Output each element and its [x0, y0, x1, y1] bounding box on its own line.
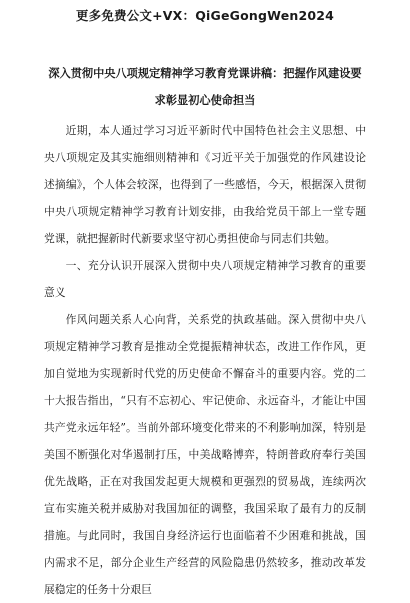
intro-paragraph: 近期，本人通过学习习近平新时代中国特色社会主义思想、中央八项规定及其实施细则精神和《习近平关于加强党的作风建设论述摘编》，个人体会较深，也得到了一些感悟，今天，根据深入贯彻中央八项规定精神学习教育计划安排，由我给党员干部上一堂专题党课，就把握新时代新要求坚守初心勇担使命与同志们共勉。 — [44, 124, 366, 245]
watermark-header: 更多免费公文+VX：QiGeGongWen2024 — [75, 8, 335, 23]
body-paragraph: 作风问题关系人心向背，关系党的执政基础。深入贯彻中央八项规定精神学习教育是推动全党提振精神状态，改进工作作风，更加自觉地为实现新时代党的历史使命不懈奋斗的重要内容。党的二十大报告指出，“只有不忘初心、牢记使命、永远奋斗，才能让中国共产党永远年轻”。当前外部环境变化带来的不利影响加深，特别是美国不断强化对华遏制打压，中美战略博弈，特朗普政府奉行美国优先战略，正在对我国发起更大规模和更强烈的贸易战，连续两次宣布实施关税并威胁对我国加征的调整，我国采取了最有力的反制措施。与此同时，我国自身经济运行也面临着不少困难和挑战，国内需求不足，部分企业生产经营的风险隐患仍然较多，推动改革发展稳定的任务十分艰巨 — [44, 313, 366, 596]
section-heading: 一、充分认识开展深入贯彻中央八项规定精神学习教育的重要意义 — [44, 259, 366, 299]
document-title: 深入贯彻中央八项规定精神学习教育党课讲稿：把握作风建设要求彰显初心使命担当 — [48, 66, 362, 107]
